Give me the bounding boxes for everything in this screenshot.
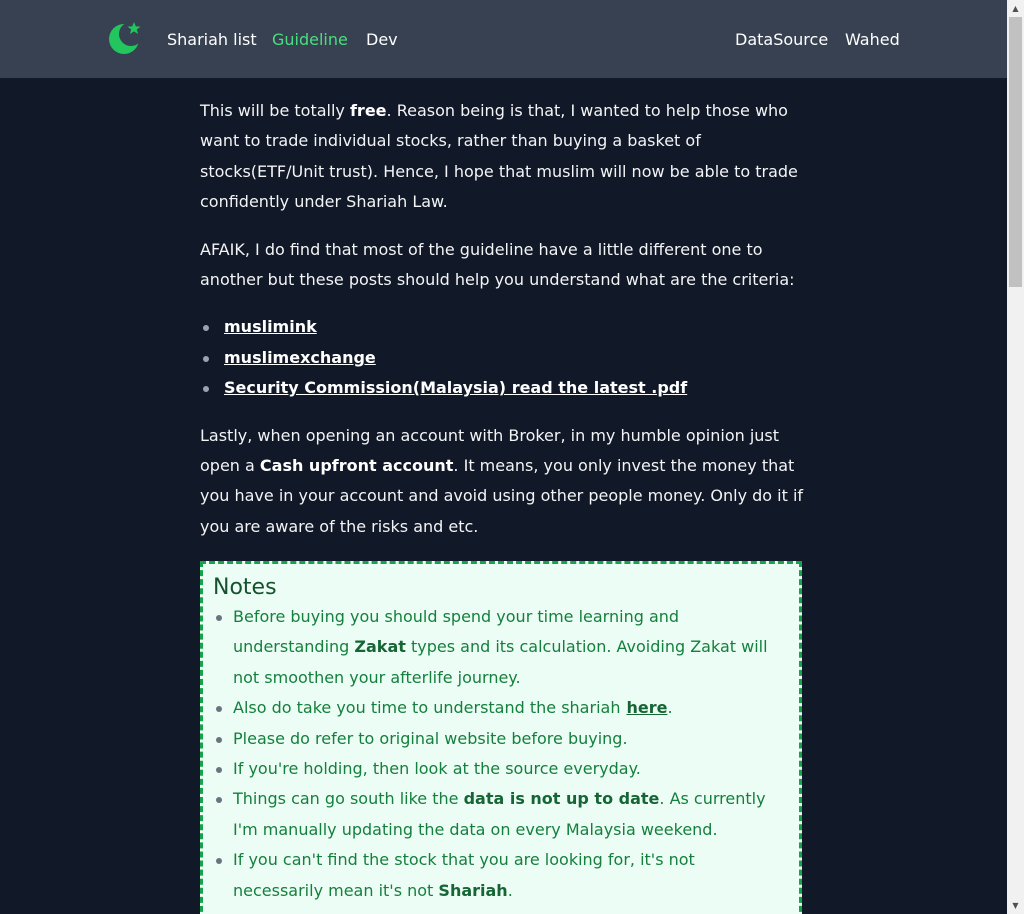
list-item: [200, 373, 812, 403]
link-muslimexchange[interactable]: muslimexchange: [224, 347, 376, 367]
intro-paragraph: This will be totally free. Reason being is that, I wanted to help those who want to trade individual stocks, rather than buying a basket of stocks(ETF/Unit trust). Hence, I hope that muslim will now be able to trade confidently under Shariah Law.: [200, 101, 798, 212]
list-item: Things can go south like the data is not up to date. As currently I'm manually updating the data on every Malaysia weekend.: [213, 784, 789, 845]
vertical-scrollbar[interactable]: [1007, 0, 1024, 914]
link-muslimink[interactable]: muslimink: [224, 317, 317, 337]
list-item: [200, 312, 812, 342]
broker-paragraph: Lastly, when opening an account with Broker, in my humble opinion just open a Cash upfront account. It means, you only invest the money that you have in your account and avoid using other people money. Only do it if you are aware of the risks and etc.: [200, 425, 804, 536]
nav-datasource[interactable]: DataSource: [735, 30, 829, 49]
list-item: Please do refer to original website before buying.: [213, 724, 789, 754]
list-item: If you can't find the stock that you are looking for, it's not necessarily mean it's not Shariah.: [213, 845, 789, 906]
crescent-star-icon[interactable]: [108, 20, 144, 56]
notes-title: Notes: [213, 575, 277, 600]
guideline-content: [200, 96, 812, 559]
list-item: Before buying you should spend your time learning and understanding Zakat types and its calculation. Avoiding Zakat will not smoothen your afterlife journey.: [213, 602, 789, 693]
notes-box: [200, 561, 802, 914]
scrollbar-thumb[interactable]: [1009, 17, 1022, 287]
criteria-paragraph: AFAIK, I do find that most of the guideline have a little different one to another but these posts should help you understand what are the criteria:: [200, 239, 795, 290]
notes-list: [213, 602, 789, 906]
nav-wahed[interactable]: Wahed: [845, 30, 900, 49]
scroll-down-arrow-icon[interactable]: ▼: [1012, 901, 1019, 910]
list-item: Also do take you time to understand the shariah here.: [213, 693, 789, 723]
nav-dev[interactable]: Dev: [366, 30, 398, 49]
shariah-here-link[interactable]: here: [626, 698, 668, 718]
list-item: [200, 343, 812, 373]
link-security-commission[interactable]: Security Commission(Malaysia) read the latest .pdf: [224, 378, 688, 398]
nav-shariah-list[interactable]: Shariah list: [167, 30, 257, 49]
nav-guideline[interactable]: Guideline: [272, 30, 348, 49]
scroll-up-arrow-icon[interactable]: ▲: [1012, 4, 1019, 13]
top-navbar: [0, 0, 1007, 78]
reference-links-list: [200, 312, 812, 403]
list-item: If you're holding, then look at the source everyday.: [213, 754, 789, 784]
